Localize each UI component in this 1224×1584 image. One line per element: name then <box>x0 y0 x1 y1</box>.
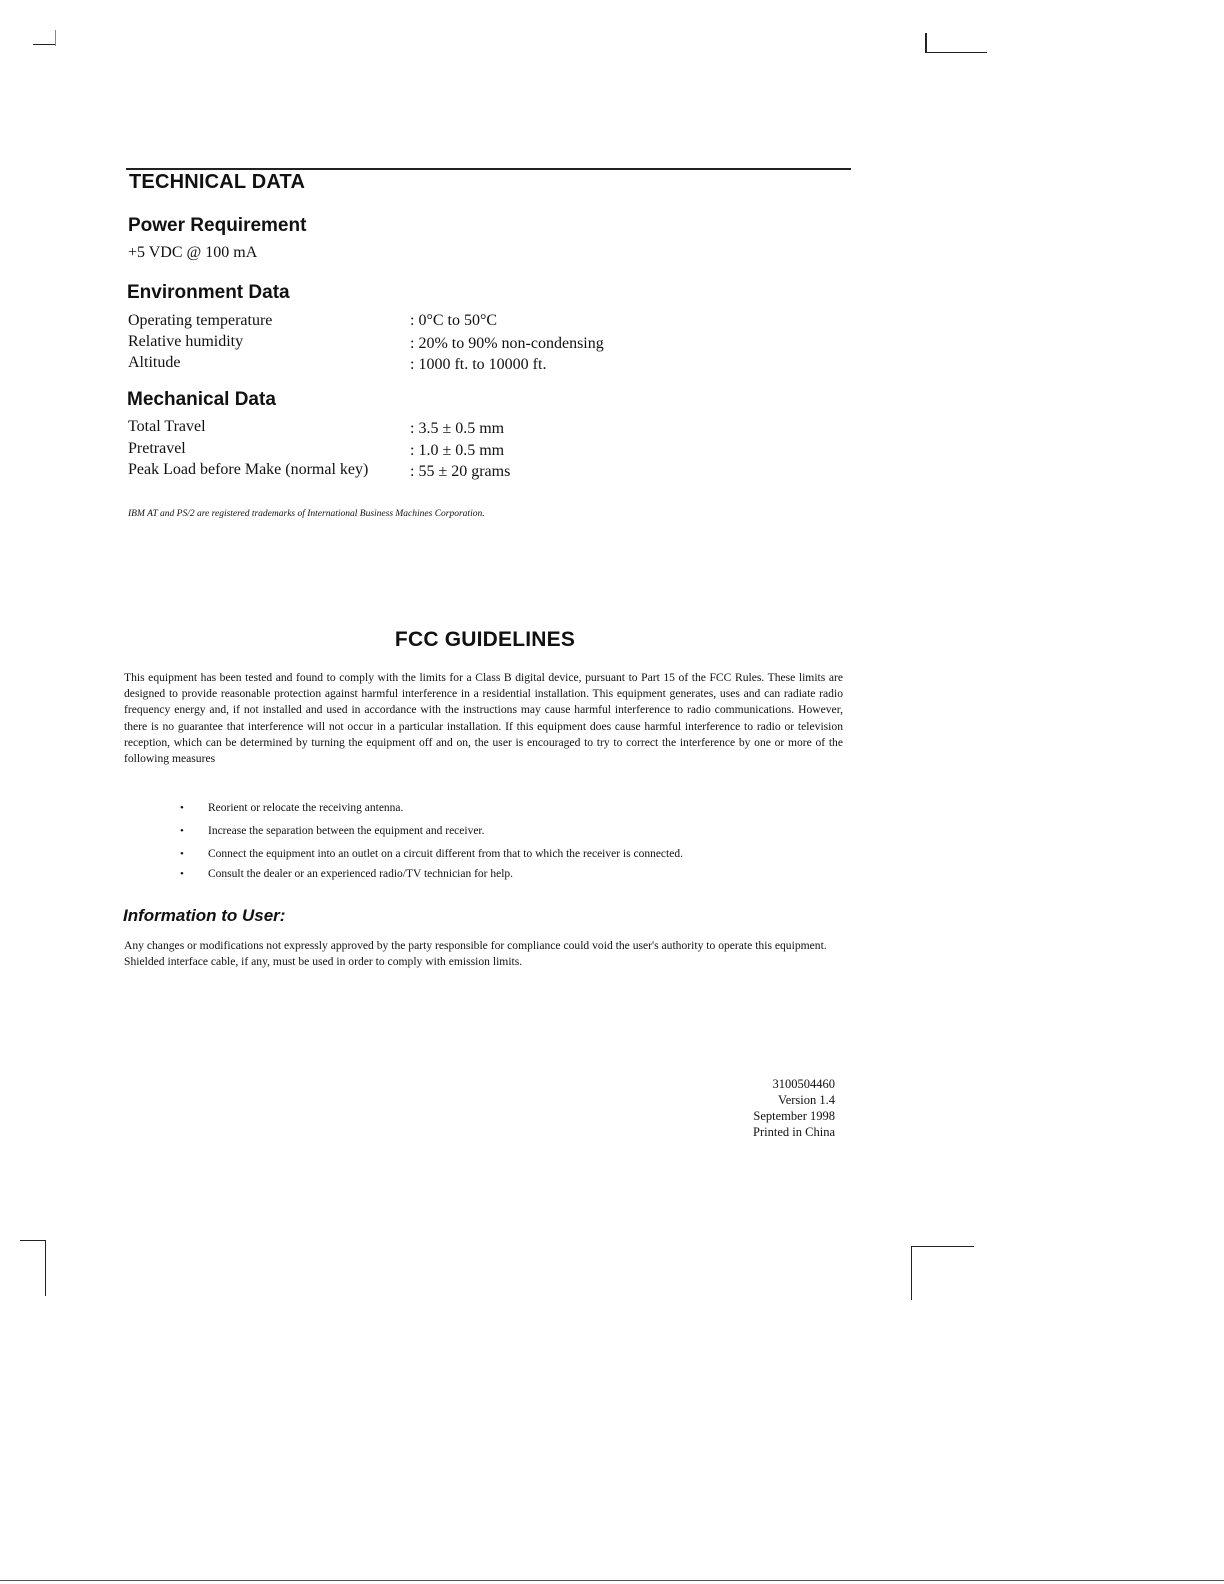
crop-mark-top-right-h <box>925 52 987 53</box>
mech-row-label: Pretravel <box>128 440 186 457</box>
crop-mark-top-right-v <box>925 33 927 53</box>
bullet-text: Reorient or relocate the receiving antenna. <box>208 802 404 814</box>
env-row-value: : 1000 ft. to 10000 ft. <box>410 356 547 373</box>
bullet-text: Connect the equipment into an outlet on a circuit different from that to which the receiver is connected. <box>208 848 683 860</box>
bullet-icon: • <box>180 802 184 814</box>
footer-block <box>635 1076 835 1140</box>
trademark-note: IBM AT and PS/2 are registered trademarks of International Business Machines Corporation. <box>128 509 485 519</box>
technical-data-title: TECHNICAL DATA <box>129 171 306 193</box>
mech-row-label: Total Travel <box>128 418 206 435</box>
power-requirement-heading: Power Requirement <box>128 215 307 236</box>
environment-data-heading: Environment Data <box>127 282 290 303</box>
bullet-text: Consult the dealer or an experienced radio/TV technician for help. <box>208 868 514 880</box>
power-requirement-value: +5 VDC @ 100 mA <box>128 244 258 261</box>
mech-row-value: : 3.5 ± 0.5 mm <box>410 420 505 437</box>
mech-row-value: : 1.0 ± 0.5 mm <box>410 442 505 459</box>
mech-row-value: : 55 ± 20 grams <box>410 463 511 480</box>
env-row-value: : 0°C to 50°C <box>410 312 498 329</box>
crop-mark-top-left-tick <box>55 30 56 46</box>
information-to-user-title: Information to User: <box>123 906 286 925</box>
bullet-icon: • <box>180 848 184 860</box>
information-paragraph: Any changes or modifications not expressly approved by the party responsible for compliance could void the user's authority to operate this equipment. Shielded interface cable, if any, must be used in order to comply with emission limits. <box>124 939 827 969</box>
bullet-icon: • <box>180 868 184 880</box>
env-row-label: Relative humidity <box>128 333 244 350</box>
part-number: 3100504460 <box>772 1077 835 1091</box>
env-row-label: Operating temperature <box>128 312 273 329</box>
bullet-icon: • <box>180 825 184 837</box>
env-row-label: Altitude <box>128 354 181 371</box>
crop-mark-bottom-right-h <box>911 1246 974 1247</box>
crop-mark-bottom-left-v <box>45 1240 46 1296</box>
section-top-rule <box>126 168 851 170</box>
env-row-value: : 20% to 90% non-condensing <box>410 335 604 352</box>
crop-mark-bottom-right-v <box>911 1246 912 1300</box>
crop-mark-bottom-left-h <box>20 1240 46 1241</box>
page-bottom-edge <box>0 1580 1224 1581</box>
date-label: September 1998 <box>753 1109 835 1123</box>
crop-mark-top-left <box>33 44 55 45</box>
origin-label: Printed in China <box>753 1125 835 1139</box>
version-label: Version 1.4 <box>778 1093 835 1107</box>
fcc-paragraph: This equipment has been tested and found to comply with the limits for a Class B digital device, pursuant to Part 15 of the FCC Rules. These limits are designed to provide reasonable protection against harmful interference in a residential installation. This equipment generates, uses and can radiate radio frequency energy and, if not installed and used in accordance with the instructions may cause harmful interference to radio communications. However, there is no guarantee that interference will not occur in a particular installation. If this equipment does cause harmful interference to radio or television reception, which can be determined by turning the equipment off and on, the user is encouraged to try to correct the interference by one or more of the following measures <box>124 671 843 766</box>
mechanical-data-heading: Mechanical Data <box>127 389 276 410</box>
mech-row-label: Peak Load before Make (normal key) <box>128 461 369 478</box>
bullet-text: Increase the separation between the equipment and receiver. <box>208 825 485 837</box>
fcc-guidelines-title: FCC GUIDELINES <box>394 628 576 651</box>
